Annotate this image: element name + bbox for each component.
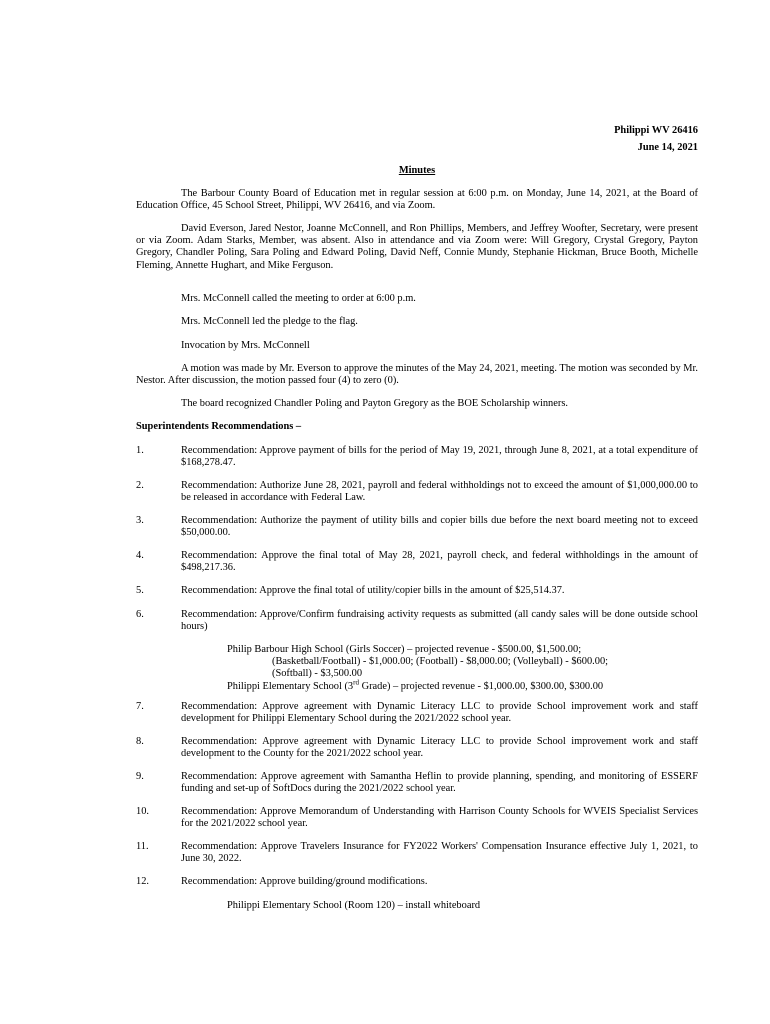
recommendation-text: Recommendation: Approve the final total of utility/copier bills in the amount of $25,514.37.	[181, 585, 565, 596]
paragraph-invocation: Invocation by Mrs. McConnell	[181, 340, 310, 351]
recommendation-number: 5.	[136, 585, 144, 596]
recommendation-number: 10.	[136, 806, 149, 817]
fundraising-line: Philippi Elementary School (3rd Grade) – projected revenue - $1,000.00, $300.00, $300.00	[227, 678, 604, 692]
modification-line: Philippi Elementary School (Room 120) – install whiteboard	[227, 900, 481, 911]
recommendation-text: Recommendation: Approve Memorandum of Understanding with Harrison County Schools for WVEIS Specialist Services for the 2021/2022 school year.	[181, 806, 698, 830]
paragraph-attendance: David Everson, Jared Nestor, Joanne McConnell, and Ron Phillips, Members, and Jeffrey Woofter, Secretary, were present or via Zoom. Adam Starks, Member, was absent. Also in attendance and via Zoom were: Will Gregory, Crystal Gregory, Payton Gregory, Chandler Poling, Sara Poling and Edward Poling, David Neff, Connie Mundy, Stephanie Hickman, Bruce Booth, Michelle Fleming, Annette Hughart, and Mike Ferguson.	[136, 223, 698, 271]
recommendation-number: 4.	[136, 550, 144, 561]
recommendation-number: 12.	[136, 876, 149, 887]
fundraising-line: (Basketball/Football) - $1,000.00; (Football) - $8,000.00; (Volleyball) - $600.00;	[272, 656, 609, 668]
header-location: Philippi WV 26416	[614, 125, 698, 136]
recommendation-text: Recommendation: Approve Travelers Insurance for FY2022 Workers' Compensation Insurance effective July 1, 2021, to June 30, 2022.	[181, 841, 698, 865]
recommendation-text: Recommendation: Approve agreement with Dynamic Literacy LLC to provide School improvement work and staff development to the County for the 2021/2022 school year.	[181, 736, 698, 760]
fundraising-details	[227, 644, 697, 693]
recommendation-number: 7.	[136, 701, 144, 712]
recommendation-number: 1.	[136, 445, 144, 456]
paragraph-scholarship: The board recognized Chandler Poling and Payton Gregory as the BOE Scholarship winners.	[181, 398, 568, 409]
recommendation-text: Recommendation: Approve payment of bills for the period of May 19, 2021, through June 8, 2021, at a total expenditure of $168,278.47.	[181, 445, 698, 469]
paragraph-motion-minutes: A motion was made by Mr. Everson to approve the minutes of the May 24, 2021, meeting. The motion was seconded by Mr. Nestor. After discussion, the motion passed four (4) to zero (0).	[136, 363, 698, 387]
recommendation-number: 2.	[136, 480, 144, 491]
recommendation-text: Recommendation: Authorize the payment of utility bills and copier bills due before the next board meeting not to exceed $50,000.00.	[181, 515, 698, 539]
paragraph-pledge: Mrs. McConnell led the pledge to the flag.	[181, 316, 358, 327]
section-heading: Superintendents Recommendations –	[136, 421, 302, 432]
recommendation-number: 8.	[136, 736, 144, 747]
recommendation-text: Recommendation: Authorize June 28, 2021, payroll and federal withholdings not to exceed the amount of $1,000,000.00 to be released in accordance with Federal Law.	[181, 480, 698, 504]
recommendation-number: 9.	[136, 771, 144, 782]
recommendation-text: Recommendation: Approve building/ground modifications.	[181, 876, 428, 887]
recommendation-number: 3.	[136, 515, 144, 526]
recommendation-text: Recommendation: Approve/Confirm fundraising activity requests as submitted (all candy sales will be done outside school hours)	[181, 609, 698, 633]
modification-details	[227, 900, 697, 912]
recommendation-number: 6.	[136, 609, 144, 620]
paragraph-call-to-order: Mrs. McConnell called the meeting to order at 6:00 p.m.	[181, 293, 416, 304]
fundraising-line: Philip Barbour High School (Girls Soccer) – projected revenue - $500.00, $1,500.00;	[227, 644, 582, 655]
recommendation-number: 11.	[136, 841, 149, 852]
recommendation-text: Recommendation: Approve the final total of May 28, 2021, payroll check, and federal withholdings in the amount of $498,217.36.	[181, 550, 698, 574]
header-date: June 14, 2021	[637, 142, 698, 153]
recommendation-text: Recommendation: Approve agreement with Samantha Heflin to provide planning, spending, and monitoring of ESSERF funding and set-up of SoftDocs during the 2021/2022 school year.	[181, 771, 698, 795]
document-title: Minutes	[398, 165, 436, 176]
recommendation-text: Recommendation: Approve agreement with Dynamic Literacy LLC to provide School improvement work and staff development for Philippi Elementary School during the 2021/2022 school year.	[181, 701, 698, 725]
fundraising-line: (Softball) - $3,500.00	[272, 668, 363, 680]
paragraph-session-info: The Barbour County Board of Education met in regular session at 6:00 p.m. on Monday, June 14, 2021, at the Board of Education Office, 45 School Street, Philippi, WV 26416, and via Zoom.	[136, 188, 698, 212]
